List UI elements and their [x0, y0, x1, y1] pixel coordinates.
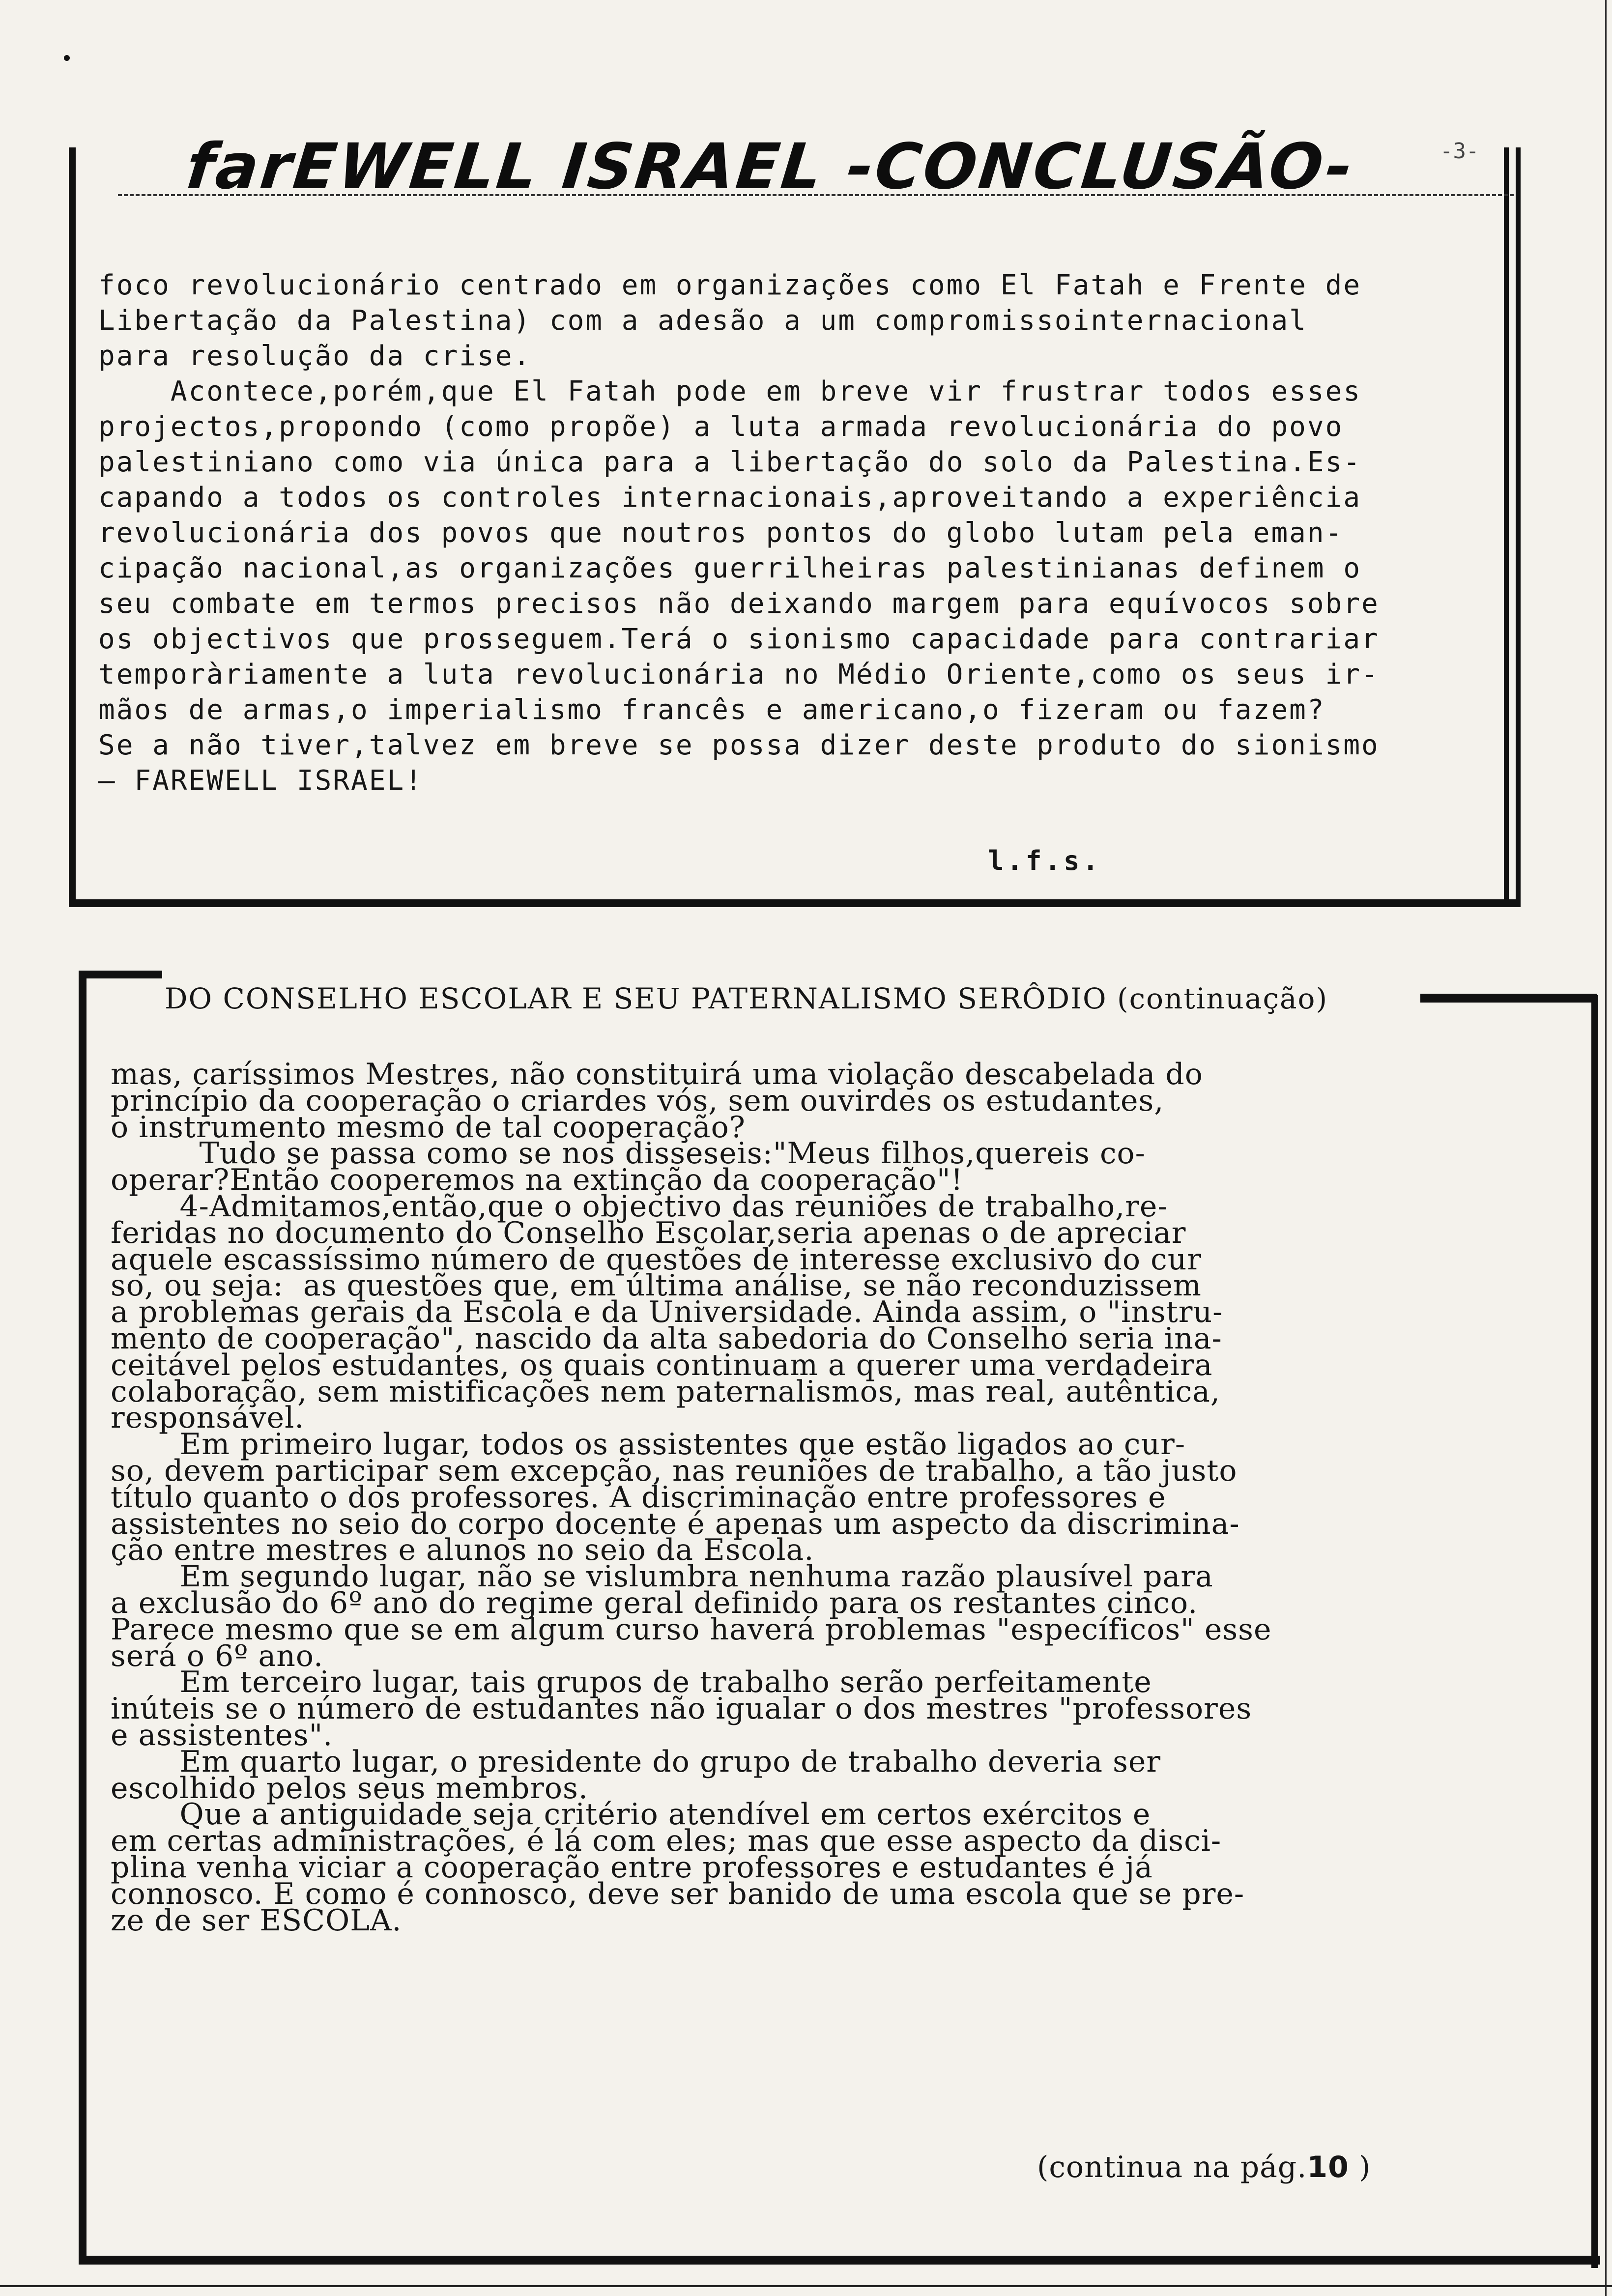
text-line: será o 6º ano.: [111, 1638, 324, 1673]
text-line: Tudo se passa como se nos disseseis:"Meus filhos,quereis co-: [111, 1136, 1146, 1171]
article-1-title: farEWELL ISRAEL -CONCLUSÃO-: [183, 130, 1358, 203]
page-number: -3-: [1440, 139, 1479, 164]
text-line: connosco. E como é connosco, deve ser banido de uma escola que se pre-: [111, 1876, 1245, 1911]
article-frame-2-right: [1591, 995, 1598, 2268]
text-line: seu combate em termos precisos não deixando margem para equívocos sobre: [98, 588, 1380, 620]
text-line: capando a todos os controles internacionais,aproveitando a experiência: [98, 482, 1362, 514]
text-line: princípio da cooperação o criardes vós, sem ouvirdes os estudantes,: [111, 1083, 1164, 1118]
text-line: ze de ser ESCOLA.: [111, 1903, 402, 1938]
text-line: aquele escassíssimo número de questões de interesse exclusivo do cur: [111, 1242, 1202, 1277]
text-line: inúteis se o número de estudantes não igualar o dos mestres "professores: [111, 1692, 1252, 1726]
text-line: para resolução da crise.: [98, 340, 532, 372]
text-line: — FAREWELL ISRAEL!: [98, 765, 423, 797]
page-edge: [1605, 0, 1607, 2296]
text-line: cipação nacional,as organizações guerrilheiras palestinianas definem o: [98, 552, 1362, 584]
text-line: assistentes no seio do corpo docente é apenas um aspecto da discrimina-: [111, 1506, 1240, 1541]
text-line: Em primeiro lugar, todos os assistentes que estão ligados ao cur-: [111, 1427, 1186, 1462]
author-signature: l.f.s.: [988, 845, 1102, 876]
text-line: ção entre mestres e alunos no seio da Escola.: [111, 1533, 814, 1568]
text-line: palestiniano como via única para a libertação do solo da Palestina.Es-: [98, 446, 1362, 478]
text-line: mas, caríssimos Mestres, não constituirá uma violação descabelada do: [111, 1057, 1203, 1091]
article-frame-2-top-right: [1420, 994, 1597, 1003]
text-line: Em terceiro lugar, tais grupos de trabalho serão perfeitamente: [111, 1665, 1152, 1700]
article-frame-1-right: [1504, 147, 1509, 904]
text-line: colaboração, sem mistificações nem paternalismos, mas real, autêntica,: [111, 1374, 1221, 1409]
page-bottom-rule: [0, 2285, 1612, 2287]
text-line: mento de cooperação", nascido da alta sabedoria do Conselho seria ina-: [111, 1321, 1222, 1356]
text-line: Se a não tiver,talvez em breve se possa dizer deste produto do sionismo: [98, 729, 1380, 761]
article-2-heading: DO CONSELHO ESCOLAR E SEU PATERNALISMO SERÔDIO (continuação): [165, 982, 1328, 1015]
text-line: mãos de armas,o imperialismo francês e americano,o fizeram ou fazem?: [98, 694, 1325, 726]
text-line: plina venha viciar a cooperação entre professores e estudantes é já: [111, 1850, 1153, 1885]
text-line: a problemas gerais da Escola e da Universidade. Ainda assim, o "instru-: [111, 1295, 1223, 1330]
text-line: título quanto o dos professores. A discriminação entre professores e: [111, 1480, 1166, 1515]
article-1-body: [98, 268, 1504, 799]
text-line: projectos,propondo (como propõe) a luta armada revolucionária do povo: [98, 411, 1344, 443]
text-line: Em segundo lugar, não se vislumbra nenhuma razão plausível para: [111, 1559, 1213, 1594]
text-line: operar?Então cooperemos na extinção da cooperação"!: [111, 1163, 963, 1198]
text-line: escolhido pelos seus membros.: [111, 1771, 588, 1806]
article-2-body: [111, 1057, 1580, 1938]
continuation-note: (continua na pág.10 ): [1037, 2150, 1371, 2184]
text-line: Acontece,porém,que El Fatah pode em breve vir frustrar todos esses: [98, 375, 1362, 407]
text-line: 4-Admitamos,então,que o objectivo das reuniões de trabalho,re-: [111, 1189, 1168, 1224]
text-line: feridas no documento do Conselho Escolar,seria apenas o de apreciar: [111, 1215, 1186, 1250]
text-line: a exclusão do 6º ano do regime geral definido para os restantes cinco.: [111, 1585, 1198, 1620]
continuation-page: 10: [1307, 2150, 1349, 2184]
text-line: e assistentes".: [111, 1718, 333, 1752]
text-line: so, ou seja: as questões que, em última análise, se não reconduzissem: [111, 1268, 1202, 1303]
ink-dot: [64, 55, 70, 61]
text-line: revolucionária dos povos que noutros pontos do globo lutam pela eman-: [98, 517, 1344, 549]
text-line: Que a antiguidade seja critério atendível em certos exércitos e: [111, 1797, 1151, 1832]
text-line: Parece mesmo que se em algum curso haverá problemas "específicos" esse: [111, 1612, 1272, 1647]
text-line: Libertação da Palestina) com a adesão a um compromissointernacional: [98, 305, 1307, 337]
text-line: foco revolucionário centrado em organizações como El Fatah e Frente de: [98, 269, 1362, 301]
text-line: ceitável pelos estudantes, os quais continuam a querer uma verdadeira: [111, 1348, 1213, 1382]
text-line: responsável.: [111, 1401, 305, 1435]
text-line: Em quarto lugar, o presidente do grupo de trabalho deveria ser: [111, 1744, 1161, 1779]
text-line: em certas administrações, é lá com eles; mas que esse aspecto da disci-: [111, 1824, 1222, 1859]
text-line: so, devem participar sem excepção, nas reuniões de trabalho, a tão justo: [111, 1453, 1238, 1488]
article-frame-2-corner: [79, 971, 162, 978]
text-line: temporàriamente a luta revolucionária no Médio Oriente,como os seus ir-: [98, 659, 1380, 690]
text-line: o instrumento mesmo de tal cooperação?: [111, 1110, 746, 1145]
text-line: os objectivos que prosseguem.Terá o sionismo capacidade para contrariar: [98, 623, 1380, 655]
